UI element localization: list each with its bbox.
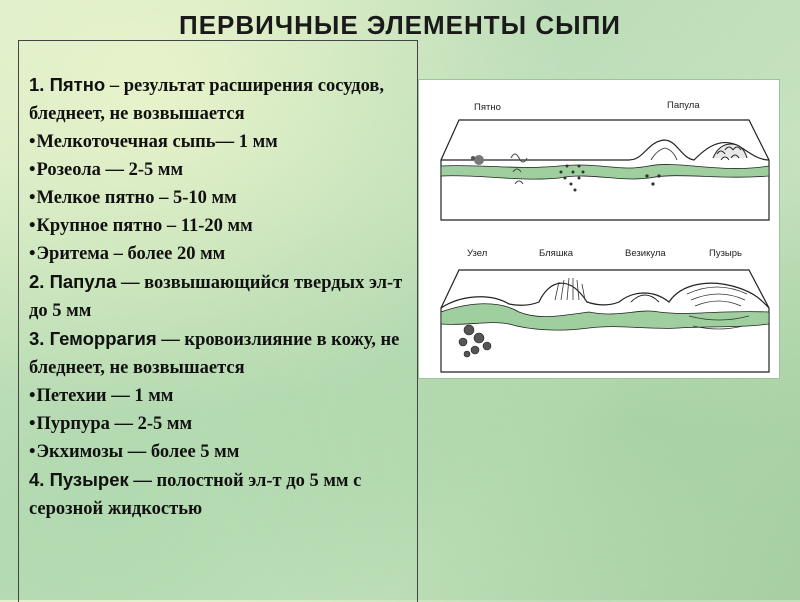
item-spot bbox=[29, 71, 409, 128]
label-bulla: Пузырь bbox=[709, 248, 742, 259]
item-text: — кровоизлияние в кожу, не бледнеет, не возвышается bbox=[29, 330, 400, 378]
bullet-item: • Крупное пятно – 11-20 мм bbox=[29, 212, 409, 240]
label-spot: Пятно bbox=[474, 102, 501, 113]
bullet-item: • Экхимозы — более 5 мм bbox=[29, 438, 409, 466]
slide-title: ПЕРВИЧНЫЕ ЭЛЕМЕНТЫ СЫПИ bbox=[179, 10, 621, 40]
bullet-item: • Пурпура — 2-5 мм bbox=[29, 410, 409, 438]
bullet-item: • Петехии — 1 мм bbox=[29, 382, 409, 410]
item-papule bbox=[29, 268, 409, 325]
item-text: – результат расширения сосудов, бледнеет, не возвышается bbox=[29, 76, 385, 124]
item-heading: 4. Пузырек bbox=[29, 469, 129, 490]
label-papule: Папула bbox=[667, 100, 700, 111]
bullet-item: • Эритема – более 20 мм bbox=[29, 240, 409, 268]
definitions-panel bbox=[18, 40, 418, 602]
item-text: — полостной эл-т до 5 мм с серозной жидкостью bbox=[29, 471, 362, 519]
skin-lesions-illustration bbox=[418, 79, 780, 379]
bullet-item: • Мелкоточечная сыпь— 1 мм bbox=[29, 128, 409, 156]
lesion-diagram bbox=[419, 80, 779, 378]
item-hemorrhage bbox=[29, 325, 409, 382]
item-text: — возвышающийся твердых эл-т до 5 мм bbox=[29, 273, 403, 321]
bullet-item: • Розеола — 2-5 мм bbox=[29, 156, 409, 184]
item-vesicle bbox=[29, 466, 409, 523]
bullet-item: • Мелкое пятно – 5-10 мм bbox=[29, 184, 409, 212]
item-heading: 3. Геморрагия bbox=[29, 328, 157, 349]
label-plaque: Бляшка bbox=[539, 248, 574, 259]
label-vesicle: Везикула bbox=[625, 248, 666, 259]
item-heading: 2. Папула bbox=[29, 271, 117, 292]
label-node: Узел bbox=[467, 248, 488, 259]
item-heading: 1. Пятно bbox=[29, 74, 106, 95]
